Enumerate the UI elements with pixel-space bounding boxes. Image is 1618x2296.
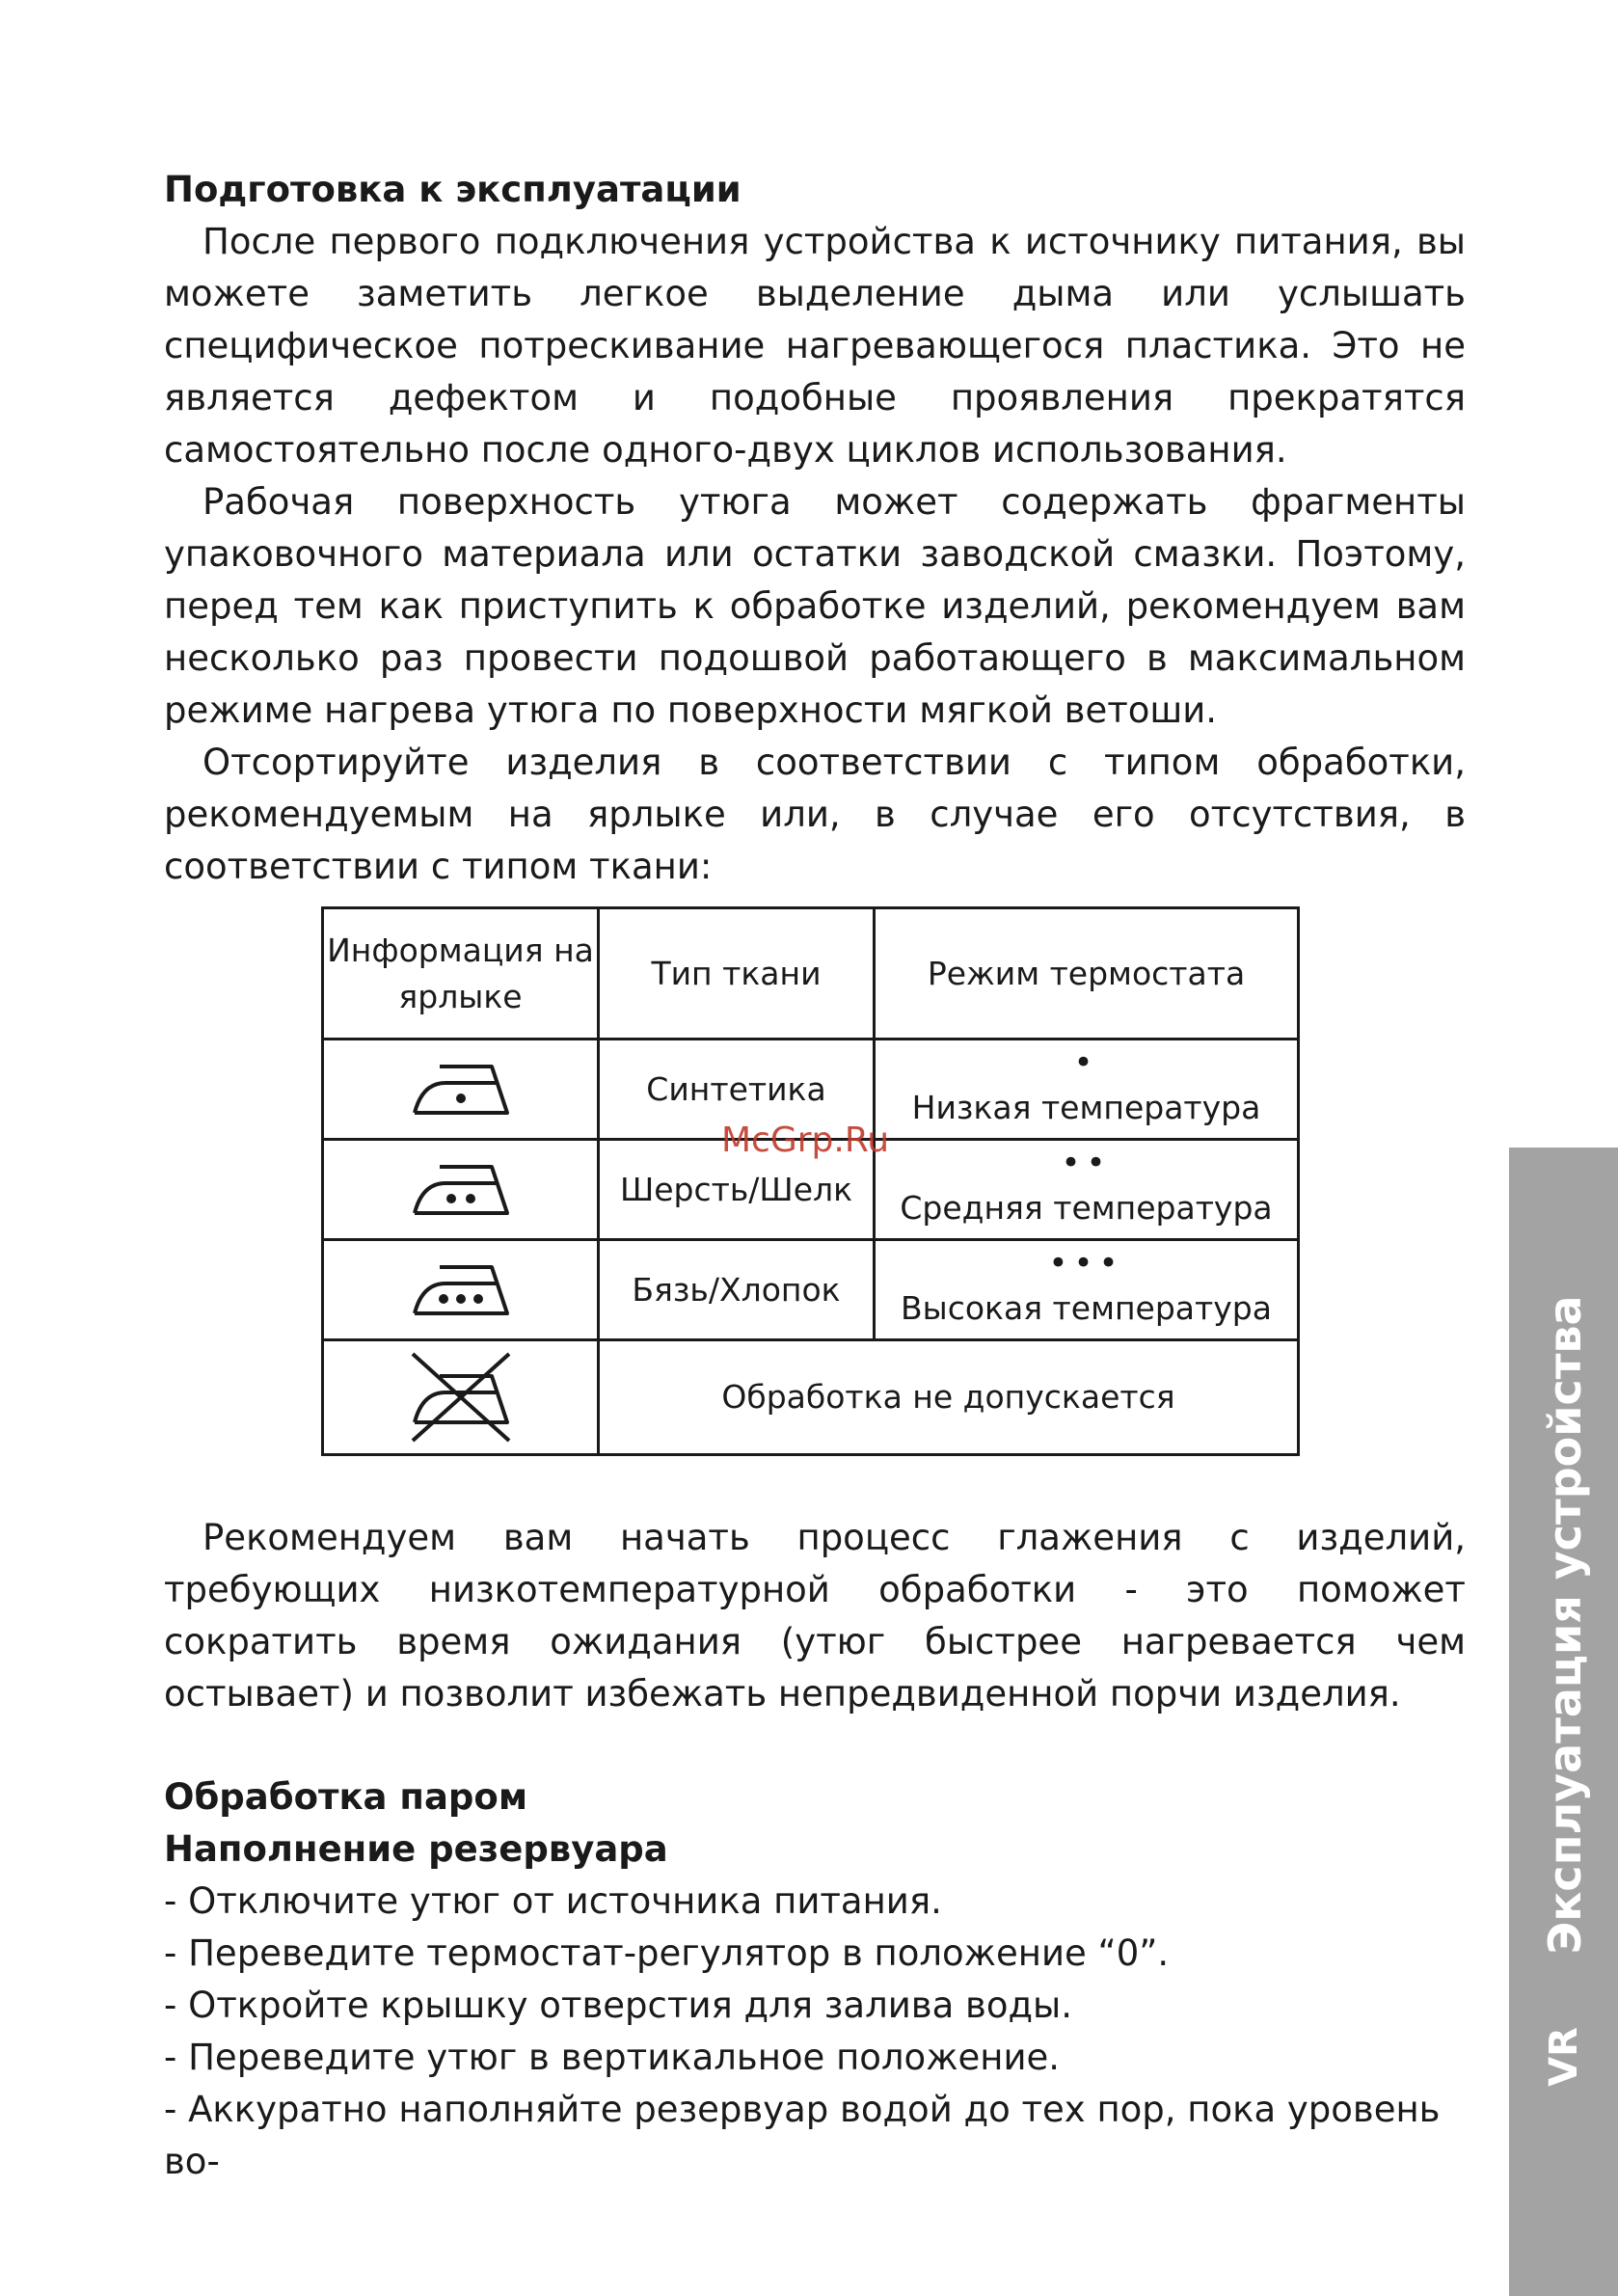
list-item: - Отключите утюг от источника питания. (164, 1880, 942, 1922)
thermostat-mode: Низкая температура (911, 1088, 1261, 1126)
page-content (164, 164, 1466, 893)
subsection-title-tank: Наполнение резервуара (164, 1828, 668, 1870)
list-item: - Откройте крышку отверстия для залива воды. (164, 1985, 1073, 2026)
list-item: - Переведите утюг в вертикальное положение. (164, 2037, 1061, 2078)
iron-three-dots-icon (411, 1262, 511, 1318)
list-item: - Переведите термостат-регулятор в положение “0”. (164, 1932, 1170, 1974)
watermark: McGrp.Ru (721, 1121, 890, 1160)
table-row (323, 1240, 1299, 1340)
header-thermostat-mode: Режим термостата (875, 908, 1299, 1040)
page-content-lower (164, 1512, 1466, 2188)
fabric-cell: Шерсть/Шелк (599, 1140, 875, 1240)
section-title-preparation: Подготовка к эксплуатации (164, 169, 742, 210)
forbidden-cell: Обработка не допускается (599, 1340, 1299, 1455)
thermostat-dots: • (1073, 1042, 1099, 1082)
list-item: - Аккуратно наполняйте резервуар водой до тех пор, пока уровень во- (164, 2089, 1441, 2182)
thermostat-dots: ••• (1048, 1243, 1124, 1283)
fabric-cell: Синтетика (599, 1040, 875, 1140)
header-label-info: Информация на ярлыке (323, 908, 599, 1040)
paragraph-2: Рабочая поверхность утюга может содержать фрагменты упаковочного материала или остатки заводской смазки. Поэтому, перед тем как приступить к обработке изделий, рекомендуем вам несколько раз провести подошвой работающего в максимальном режиме нагрева утюга по поверхности мягкой ветоши. (164, 481, 1466, 731)
thermostat-dots: •• (1061, 1143, 1112, 1182)
vr-logo-icon (1537, 2023, 1591, 2091)
paragraph-1: После первого подключения устройства к источнику питания, вы можете заметить легкое выделение дыма или услышать специфическое потрескивание нагревающегося пластика. Это не является дефектом и подобные проявления прекратятся самостоятельно после одного-двух циклов использования. (164, 221, 1466, 471)
side-tab-label: Эксплуатация устройства (1539, 1295, 1591, 1955)
thermostat-mode: Средняя температура (900, 1188, 1273, 1227)
fabric-cell: Бязь/Хлопок (599, 1240, 875, 1340)
section-title-steam: Обработка паром (164, 1776, 528, 1818)
recommendation-paragraph: Рекомендуем вам начать процесс глажения с изделий, требующих низкотемпературной обработки - это поможет сократить время ожидания (утюг быстрее нагревается чем остывает) и позволит избежать непредвиденной порчи изделия. (164, 1517, 1466, 1715)
table-header-row (323, 908, 1299, 1040)
header-fabric-type: Тип ткани (599, 908, 875, 1040)
table-row (323, 1340, 1299, 1455)
svg-text:VR: VR (1542, 2027, 1586, 2087)
thermostat-mode: Высокая температура (901, 1288, 1272, 1327)
iron-two-dots-icon (411, 1162, 511, 1218)
iron-crossed-icon (408, 1349, 514, 1445)
iron-one-dot-icon (411, 1062, 511, 1118)
ironing-table (321, 906, 1300, 1456)
paragraph-3: Отсортируйте изделия в соответствии с типом обработки, рекомендуемым на ярлыке или, в случае его отсутствия, в соответствии с типом ткани: (164, 742, 1466, 887)
